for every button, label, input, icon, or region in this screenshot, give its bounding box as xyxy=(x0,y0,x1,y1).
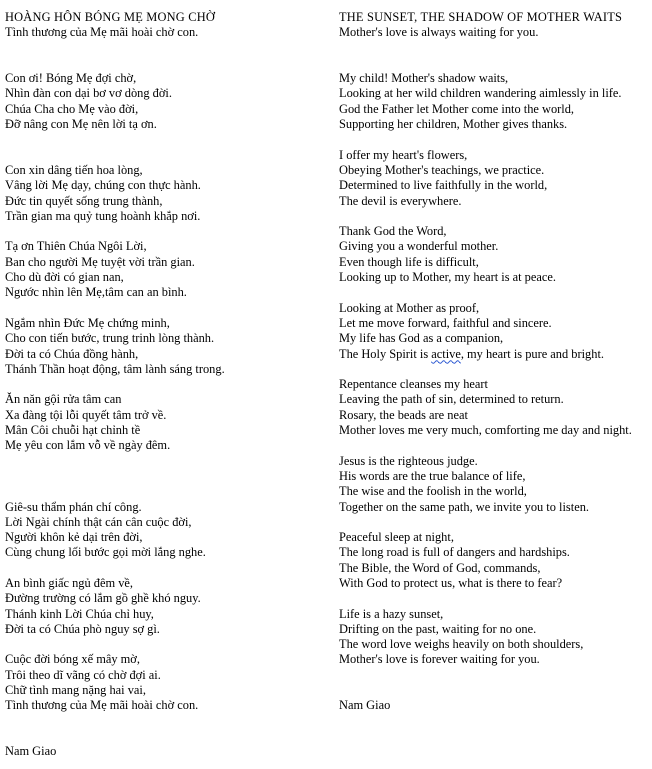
vietnamese-poem-column xyxy=(5,10,325,760)
verse-text: , my heart is pure and bright. xyxy=(460,346,604,361)
verse-line: Con ơi! Bóng Mẹ đợi chờ, xyxy=(5,71,137,86)
verse-line: Let me move forward, faithful and sincere. xyxy=(339,315,552,330)
verse-line: Trôi theo dĩ vãng có chờ đợi ai. xyxy=(5,667,161,682)
stanza-2-english xyxy=(339,148,649,209)
verse-line: Supporting her children, Mother gives thanks. xyxy=(339,117,568,132)
verse-line: Ăn năn gội rửa tâm can xyxy=(5,392,122,407)
stanza-6-english xyxy=(339,454,649,515)
stanza-3-vietnamese xyxy=(5,239,325,300)
verse-line: My child! Mother's shadow waits, xyxy=(339,71,509,86)
stanza-4-vietnamese xyxy=(5,316,325,377)
poem-subtitle-vietnamese: Tình thương của Mẹ mãi hoài chờ con. xyxy=(5,25,199,40)
verse-line: Tình thương của Mẹ mãi hoài chờ con. xyxy=(5,698,199,713)
verse-line: Cho dù đời có gian nan, xyxy=(5,270,124,285)
stanza-8-vietnamese xyxy=(5,652,325,713)
stanza-3-english xyxy=(339,224,649,285)
stanza-5-vietnamese xyxy=(5,392,325,453)
verse-line: Mother loves me very much, comforting me day and night. xyxy=(339,423,632,438)
verse-line: Drifting on the past, waiting for no one. xyxy=(339,621,537,636)
poem-title-vietnamese: HOÀNG HÔN BÓNG MẸ MONG CHỜ xyxy=(5,10,215,24)
stanza-4-english xyxy=(339,301,649,362)
stanza-7-english xyxy=(339,530,649,591)
verse-line: Giving you a wonderful mother. xyxy=(339,239,499,254)
spellcheck-underlined-word: active xyxy=(431,346,461,361)
verse-line xyxy=(339,347,649,362)
verse-line: Chữ tình mang nặng hai vai, xyxy=(5,683,146,698)
stanza-1-vietnamese xyxy=(5,71,325,132)
poem-title-english: THE SUNSET, THE SHADOW OF MOTHER WAITS xyxy=(339,10,623,24)
verse-line: Lời Ngài chính thật cán cân cuộc đời, xyxy=(5,514,192,529)
verse-line: Looking up to Mother, my heart is at peace. xyxy=(339,270,556,285)
verse-line: Mân Côi chuỗi hạt chỉnh tề xyxy=(5,423,141,438)
verse-line: Leaving the path of sin, determined to return. xyxy=(339,392,564,407)
verse-line: Trần gian ma quỷ tung hoành khắp nơi. xyxy=(5,208,201,223)
author-signature-english: Nam Giao xyxy=(339,698,391,713)
stanza-2-vietnamese xyxy=(5,163,325,224)
poem-subtitle-english: Mother's love is always waiting for you. xyxy=(339,25,539,40)
verse-line: Ngước nhìn lên Mẹ,tâm can an bình. xyxy=(5,285,187,300)
verse-line: Đời ta có Chúa đồng hành, xyxy=(5,346,139,361)
verse-line: With God to protect us, what is there to fear? xyxy=(339,575,563,590)
verse-line: Looking at her wild children wandering aimlessly in life. xyxy=(339,86,622,101)
verse-line: Even though life is difficult, xyxy=(339,254,479,269)
verse-line: My life has God as a companion, xyxy=(339,331,504,346)
verse-line: Cùng chung lối bước gọi mời lắng nghe. xyxy=(5,545,206,560)
verse-line: Thank God the Word, xyxy=(339,224,447,239)
verse-line: The devil is everywhere. xyxy=(339,193,462,208)
verse-line: Obeying Mother's teachings, we practice. xyxy=(339,162,545,177)
verse-line: Life is a hazy sunset, xyxy=(339,606,444,621)
verse-line: The wise and the foolish in the world, xyxy=(339,484,527,499)
verse-text: The Holy Spirit is xyxy=(339,346,432,361)
verse-line: Jesus is the righteous judge. xyxy=(339,453,478,468)
verse-line: Repentance cleanses my heart xyxy=(339,377,488,392)
stanza-8-english xyxy=(339,607,649,668)
verse-line: I offer my heart's flowers, xyxy=(339,147,468,162)
verse-line: Nhìn đàn con dại bơ vơ dòng đời. xyxy=(5,86,172,101)
stanza-7-vietnamese xyxy=(5,576,325,637)
stanza-1-english xyxy=(339,71,649,132)
verse-line: Peaceful sleep at night, xyxy=(339,530,454,545)
verse-line: God the Father let Mother come into the world, xyxy=(339,101,575,116)
verse-line: His words are the true balance of life, xyxy=(339,468,526,483)
verse-line: Đức tin quyết sống trung thành, xyxy=(5,193,163,208)
verse-line: Ban cho người Mẹ tuyệt vời trần gian. xyxy=(5,254,195,269)
verse-line: Giê-su thẩm phán chí công. xyxy=(5,499,142,514)
verse-line: The word love weighs heavily on both shoulders, xyxy=(339,637,584,652)
verse-line: Thánh kinh Lời Chúa chỉ huy, xyxy=(5,606,154,621)
verse-line: Con xin dâng tiến hoa lòng, xyxy=(5,162,143,177)
verse-line: Determined to live faithfully in the world, xyxy=(339,178,548,193)
verse-line: Ngắm nhìn Đức Mẹ chứng minh, xyxy=(5,315,170,330)
verse-line: The long road is full of dangers and hardships. xyxy=(339,545,570,560)
verse-line: Đời ta có Chúa phò nguy sợ gì. xyxy=(5,621,160,636)
verse-line: Thánh Thần hoạt động, tâm lành sáng trong. xyxy=(5,361,225,376)
verse-line: Mẹ yêu con lắm vỗ về ngày đêm. xyxy=(5,438,171,453)
stanza-6-vietnamese xyxy=(5,500,325,561)
stanza-5-english xyxy=(339,377,649,438)
verse-line: Xa đàng tội lỗi quyết tâm trở về. xyxy=(5,407,167,422)
verse-line: Đường trường có lắm gồ ghề khó nguy. xyxy=(5,591,201,606)
verse-line: Chúa Cha cho Mẹ vào đời, xyxy=(5,101,139,116)
verse-line: An bình giấc ngủ đêm về, xyxy=(5,575,134,590)
verse-line: Mother's love is forever waiting for you. xyxy=(339,652,540,667)
verse-line: Người khôn kẻ dại trên đời, xyxy=(5,530,143,545)
verse-line: Tạ ơn Thiên Chúa Ngôi Lời, xyxy=(5,239,147,254)
verse-line: Cuộc đời bóng xế mây mờ, xyxy=(5,652,140,667)
verse-line: Cho con tiến bước, trung trinh lòng thành. xyxy=(5,331,215,346)
verse-line: Together on the same path, we invite you to listen. xyxy=(339,499,589,514)
english-poem-column xyxy=(339,10,649,714)
verse-line: Vâng lời Mẹ dạy, chúng con thực hành. xyxy=(5,178,201,193)
verse-line: The Bible, the Word of God, commands, xyxy=(339,560,541,575)
author-signature-vietnamese: Nam Giao xyxy=(5,744,57,759)
verse-line: Rosary, the beads are neat xyxy=(339,407,468,422)
verse-line: Đỡ nâng con Mẹ nên lời tạ ơn. xyxy=(5,117,157,132)
verse-line: Looking at Mother as proof, xyxy=(339,300,480,315)
